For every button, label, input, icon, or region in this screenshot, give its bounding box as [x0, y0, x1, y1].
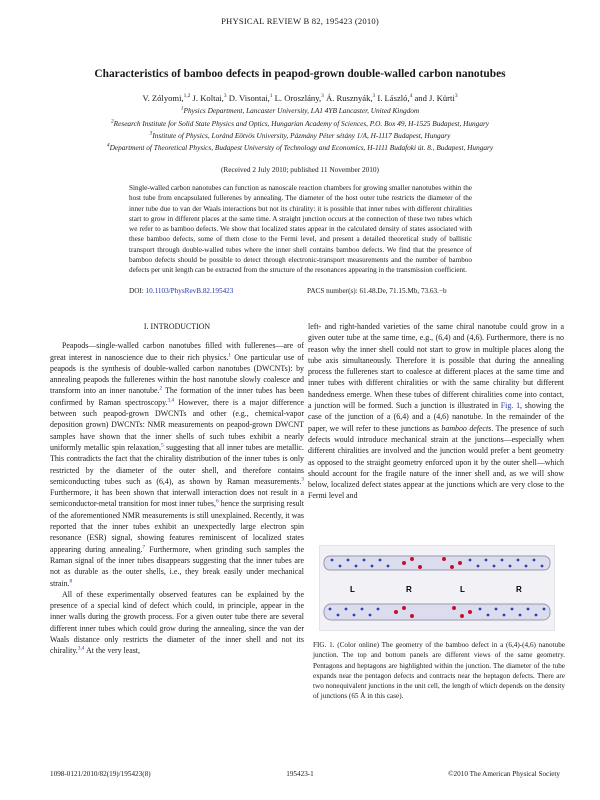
- fig-label-l1: L: [350, 585, 355, 594]
- affiliation: $^1$Physics Department, Lancaster University, LA1 4YB Lancaster, United Kingdom: [180, 105, 420, 115]
- emphasis-text: bamboo defects: [441, 423, 492, 433]
- paragraph: [50, 340, 304, 589]
- author: L. Oroszlány,$^3$: [274, 93, 324, 103]
- section-heading: I. INTRODUCTION: [143, 322, 211, 331]
- paragraph: [50, 589, 304, 657]
- body-text: hence the surprising result of the aforementioned NMR measurements is still unexplained. Recently, it was reported that the inner tubes exhibit an unexpectedly large electron spin resonance (ESR) signal, showing features reminiscent of localized states appearing during annealing.: [50, 499, 304, 554]
- figure-1-image: [319, 545, 555, 631]
- reference-sup[interactable]: 3,4: [77, 645, 85, 652]
- paper-title: Characteristics of bamboo defects in peapod-grown double-walled carbon nanotubes: [94, 68, 506, 80]
- reference-sup[interactable]: 5: [160, 442, 164, 449]
- body-text: The formation of the inner tubes has been confirmed by Raman spectroscopy.: [50, 386, 304, 407]
- body-text: Peapods—single-walled carbon nanotubes filled with fullerenes—are of great interest in nanoscience due to their rich physics.: [50, 341, 304, 362]
- author: J. Koltai,$^3$: [192, 93, 227, 103]
- body-text: However, there is a major difference between such peapod-grown DWCNTs and other (e.g., chemical-vapor deposition grown) DWCNTs: NMR measurements on peapod-grown DWCNT samples have shown that the inner shells of such tubes exhibit a nearly uniformly metallic spin relaxation,: [50, 397, 304, 452]
- author: D. Visontai,$^1$: [228, 93, 273, 103]
- paragraph: [308, 321, 564, 502]
- affiliation: $^4$Department of Theoretical Physics, Budapest University of Technology and Economics, H-1111 Budafoki út. 8., Budapest, Hungary: [106, 142, 494, 152]
- reference-sup[interactable]: 3,4: [167, 397, 175, 404]
- reference-sup[interactable]: 1: [228, 351, 232, 358]
- body-text: Furthermore, when grinding such samples the Raman signal of the inner tubes disappears suggesting that the inner tubes are not as durable as the outer shells, i.e., they break easily under mechanical strain.: [50, 544, 304, 588]
- affiliation: $^3$Institute of Physics, Loránd Eötvös University, Pázmány Péter sétány 1/A, H-1117 Budapest, Hungary: [149, 130, 451, 140]
- figure-1-caption: FIG. 1. (Color online) The geometry of the bamboo defect in a (6,4)-(4,6) nanotube junction. The top and bottom panels are different views of the same geometry. Pentagons and heptagons are highlighted within the junction. The diameter of the tube expands near the pentagon defects and contracts near the heptagon defects. There are two nonequivalent junctions in the unit cell, the length of which depends on the density of junctions (65 Å in this case).: [313, 641, 565, 701]
- body-text: Furthermore, it has been shown that interwall interaction does not result in a semiconductor-metal transition for most inner tubes,: [50, 488, 304, 509]
- reference-sup[interactable]: 7: [142, 544, 146, 551]
- affiliation: $^2$Research Institute for Solid State Physics and Optics, Hungarian Academy of Sciences, P.O. Box 49, H-1525 Budapest, Hungary: [110, 118, 490, 128]
- body-text: At the very least,: [84, 646, 140, 656]
- outer-tube-top: [324, 556, 550, 570]
- body-text: One particular use of peapods is the synthesis of double-walled carbon nanotubes (DWCNTs): by annealing peapods the fullerenes within the host nanotube slowly coalesce and transform into an inner nanotube.: [50, 352, 305, 396]
- footer-issn: 1098-0121/2010/82(19)/195423(8): [50, 770, 151, 778]
- received-dates: (Received 2 July 2010; published 11 November 2010): [220, 165, 379, 174]
- abstract: Single-walled carbon nanotubes can function as nanoscale reaction chambers for growing smaller nanotubes within the host tube from encapsulated fullerenes by annealing. The diameter of the host outer tube restricts the diameter of the inner tube due to van der Waals interactions but not its chirality: it is possible that inner tubes with different chiralities start to grow in different places at the same time. A straight junction occurs at the connection of these two tubes which we refer to as bamboo defects. We show that localized states appear in the calculated density of states associated with these bamboo defects, some of them close to the Fermi level, and present a detailed theoretical study of ballistic transport through double-walled tubes where the inner shell contains bamboo defects. We find that the presence of bamboo defects should be possible to detect through electronic-transport measurements and the number of bamboo defects per unit length can be extracted from the structure of the resonances appearing in the transmission coefficient.: [129, 184, 472, 275]
- reference-sup[interactable]: 3: [301, 476, 304, 483]
- fig-label-r1: R: [406, 585, 412, 594]
- copyright: ©2010 The American Physical Society: [448, 770, 560, 778]
- doi-line: DOI: 10.1103/PhysRevB.82.195423: [129, 287, 234, 295]
- reference-sup[interactable]: 8: [69, 577, 73, 584]
- author: and J. Kürti$^3$: [414, 93, 458, 103]
- body-text: , showing the case of the junction of a (6,4) and a (4,6) nanotube. In the remainder of the paper, we will refer to these junctions as: [308, 401, 564, 433]
- author-list: [40, 93, 560, 103]
- author: I. László,$^4$: [377, 93, 413, 103]
- page-number: 195423-1: [286, 770, 314, 778]
- left-column: [50, 321, 304, 657]
- pacs-numbers: PACS number(s): 61.48.De, 71.15.Mb, 73.63.−b: [307, 287, 447, 295]
- doi-link[interactable]: 10.1103/PhysRevB.82.195423: [145, 287, 234, 295]
- fig-label-r2: R: [516, 585, 522, 594]
- body-text: suggesting that all inner tubes are metallic. This contradicts the fact that the chirality distribution of the inner tubes is only restricted by the diameter of the outer shell, and therefore contains semiconducting tubes such as (6,4), as shown by Raman measurements.: [50, 442, 304, 486]
- author: Á. Rusznyák,$^3$: [325, 93, 376, 103]
- reference-sup[interactable]: 2: [159, 385, 163, 392]
- body-text: . The presence of such defects would introduce mechanical strain at the junctions—especially when different chiralities are involved and the junction would prefer a bent geometry as opposed to the straight geometry enforced upon it by the outer shell—which should account for the fragile nature of the inner shell and, as we will show below, localized defect states appear at the junctions which are very close to the Fermi level and: [308, 423, 565, 501]
- outer-tube-bottom: [324, 604, 550, 620]
- author: V. Zólyomi,$^{1,2}$: [142, 93, 191, 103]
- body-text: All of these experimentally observed features can be explained by the presence of a special kind of defect which could, in principle, appear in the inner walls during the growth process. For a given outer tube there are several different inner tubes which could grow during the annealing, since the van der Waals distance only restricts the diameter of the inner shell and not its chirality.: [50, 589, 304, 656]
- journal-header: PHYSICAL REVIEW B 82, 195423 (2010): [221, 16, 379, 26]
- figure-link[interactable]: Fig. 1: [500, 401, 521, 411]
- fig-label-l2: L: [460, 585, 465, 594]
- reference-sup[interactable]: 6: [215, 498, 219, 505]
- right-column: [308, 321, 564, 502]
- body-text: left- and right-handed varieties of the same chiral nanotube could grow in a given outer tube at the same time, e.g., (6,4) and (4,6). Furthermore, there is no reason why the inner shell could not start to grow in multiple places along the tube axis simultaneously. Therefore it is possible that during the annealing process the fullerenes start to coalesce at different places at the same time and inner tubes with different chiralities or with the same chirality but different handedness emerge. When these tubes of different chiralities come into contact, a junction will be formed. Such a junction is illustrated in: [308, 322, 564, 411]
- nanotube-diagram: [320, 546, 554, 630]
